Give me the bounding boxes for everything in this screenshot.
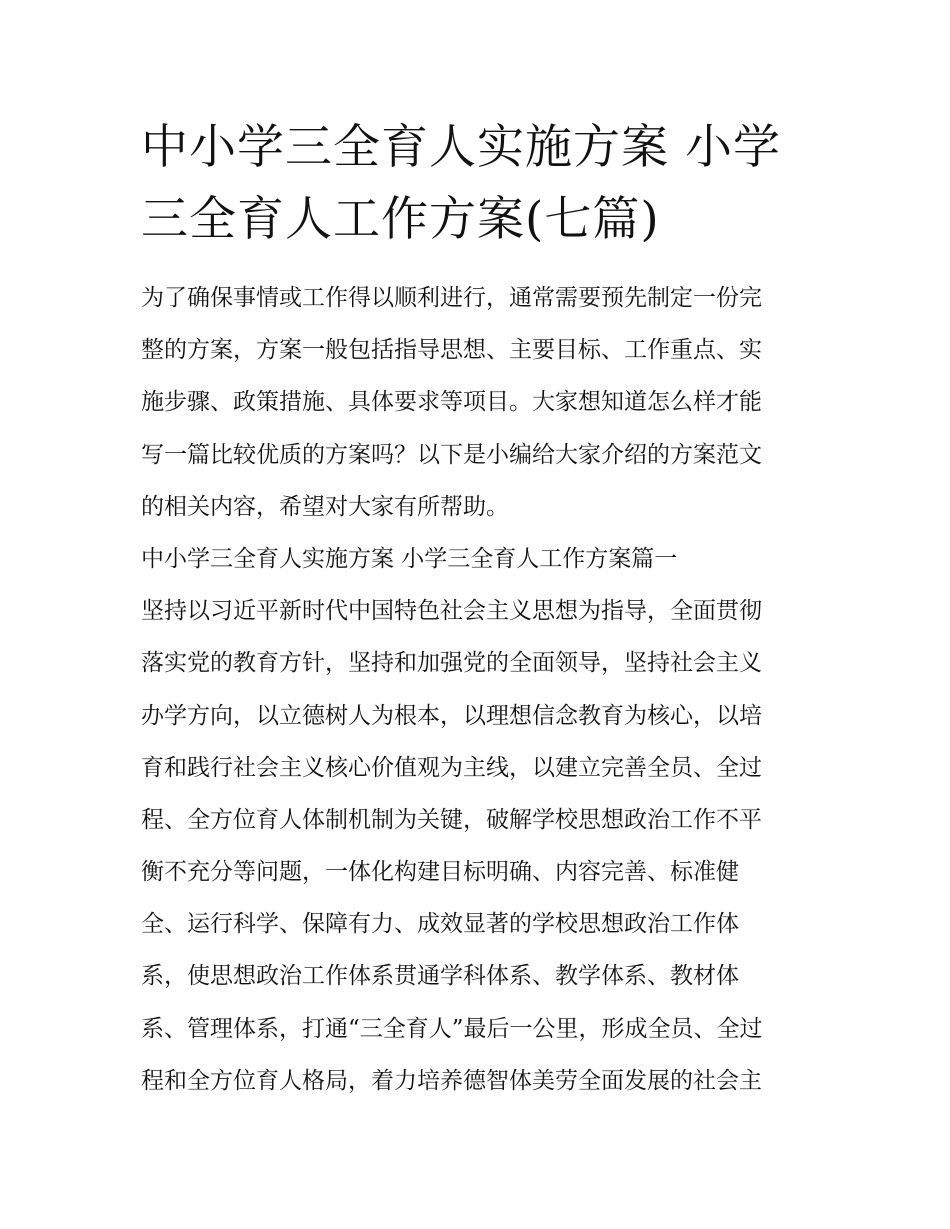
section-heading: 中小学三全育人实施方案 小学三全育人工作方案篇一 — [141, 545, 678, 572]
section-line-3: 办学方向，以立德树人为根本，以理想信念教育为核心，以培 — [141, 702, 762, 729]
title-line-2: 三全育人工作方案(七篇) — [141, 192, 660, 247]
document-title — [141, 112, 813, 256]
intro-line-4: 写一篇比较优质的方案吗？以下是小编给大家介绍的方案范文 — [141, 441, 762, 468]
section-line-10: 程和全方位育人格局，着力培养德智体美劳全面发展的社会主 — [141, 1067, 762, 1094]
document-page — [141, 112, 813, 1107]
title-line-1: 中小学三全育人实施方案 小学 — [141, 120, 781, 175]
document-body — [141, 272, 813, 1107]
section-line-1: 坚持以习近平新时代中国特色社会主义思想为指导，全面贯彻 — [141, 598, 762, 625]
section-line-7: 全、运行科学、保障有力、成效显著的学校思想政治工作体 — [141, 911, 739, 938]
intro-line-5: 的相关内容，希望对大家有所帮助。 — [141, 493, 509, 520]
section-line-5: 程、全方位育人体制机制为关键，破解学校思想政治工作不平 — [141, 806, 762, 833]
section-line-2: 落实党的教育方针，坚持和加强党的全面领导，坚持社会主义 — [141, 650, 762, 677]
intro-line-2: 整的方案，方案一般包括指导思想、主要目标、工作重点、实 — [141, 337, 762, 364]
section-line-9: 系、管理体系，打通“三全育人”最后一公里，形成全员、全过 — [141, 1015, 763, 1042]
section-line-6: 衡不充分等问题，一体化构建目标明确、内容完善、标准健 — [141, 859, 739, 886]
intro-line-1: 为了确保事情或工作得以顺利进行，通常需要预先制定一份完 — [141, 285, 762, 311]
section-line-8: 系，使思想政治工作体系贯通学科体系、教学体系、教材体 — [141, 963, 739, 990]
intro-line-3: 施步骤、政策措施、具体要求等项目。大家想知道怎么样才能 — [141, 389, 762, 416]
section-line-4: 育和践行社会主义核心价值观为主线，以建立完善全员、全过 — [141, 754, 762, 781]
